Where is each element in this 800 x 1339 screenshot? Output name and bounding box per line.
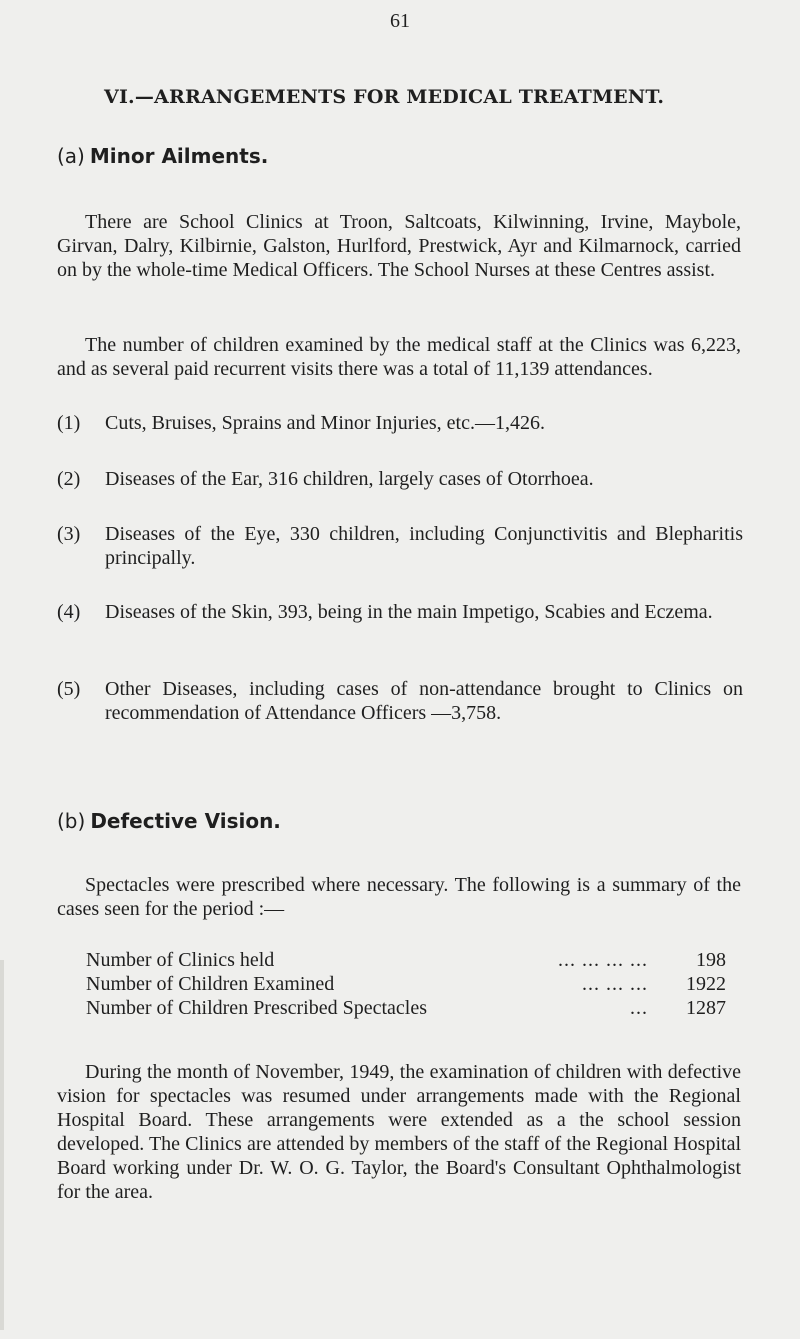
list-item-text: Diseases of the Eye, 330 children, including Conjunctivitis and Blepharitis principally. xyxy=(105,523,743,569)
list-item-text: Cuts, Bruises, Sprains and Minor Injuries, etc.—1,426. xyxy=(105,412,545,434)
summary-row xyxy=(86,948,726,972)
summary-leader: ... ... ... xyxy=(582,973,648,995)
summary-row xyxy=(86,996,726,1020)
paragraph-spectacles: Spectacles were prescribed where necessary. The following is a summary of the cases seen for the period :— xyxy=(57,874,741,920)
list-item-text: Diseases of the Ear, 316 children, largely cases of Otorrhoea. xyxy=(105,468,594,490)
list-item-text: Diseases of the Skin, 393, being in the main Impetigo, Scabies and Eczema. xyxy=(105,601,713,623)
section-heading: VI.—ARRANGEMENTS FOR MEDICAL TREATMENT. xyxy=(104,86,665,108)
subheading-title: Minor Ailments. xyxy=(89,144,269,168)
paragraph-attendances: The number of children examined by the medical staff at the Clinics was 6,223, and as several paid recurrent visits there was a total of 11,139 attendances. xyxy=(57,334,741,380)
list-item xyxy=(57,522,743,570)
list-item-number: (5) xyxy=(57,678,81,700)
summary-row xyxy=(86,972,726,996)
summary-value: 1287 xyxy=(686,997,726,1019)
list-item xyxy=(57,467,743,491)
summary-leader: ... xyxy=(630,997,648,1019)
subheading-defective-vision xyxy=(57,809,281,834)
summary-label: Number of Children Prescribed Spectacles xyxy=(86,997,428,1019)
subheading-label: (a) xyxy=(57,144,85,168)
paragraph-november-examination: During the month of November, 1949, the examination of children with defective vision for spectacles was resumed under arrangements made with the Regional Hospital Board. These arrangements were extended as a the school session developed. The Clinics are attended by members of the staff of the Regional Hospital Board working under Dr. W. O. G. Taylor, the Board's Consultant Ophthalmologist for the area. xyxy=(57,1061,741,1203)
page-edge-shadow xyxy=(0,960,4,1330)
summary-label: Number of Children Examined xyxy=(86,973,335,995)
subheading-label: (b) xyxy=(57,809,86,833)
subheading-title: Defective Vision. xyxy=(90,809,281,833)
subheading-minor-ailments xyxy=(57,144,268,169)
list-item xyxy=(57,411,743,435)
list-item-number: (3) xyxy=(57,523,81,545)
summary-value: 198 xyxy=(696,949,726,971)
summary-label: Number of Clinics held xyxy=(86,949,275,971)
list-item-number: (2) xyxy=(57,468,81,490)
summary-leader: ... ... ... ... xyxy=(558,949,648,971)
summary-value: 1922 xyxy=(686,973,726,995)
list-item xyxy=(57,600,743,624)
paragraph-clinics: There are School Clinics at Troon, Saltcoats, Kilwinning, Irvine, Maybole, Girvan, Dalry, Kilbirnie, Galston, Hurlford, Prestwick, Ayr and Kilmarnock, carried on by the whole-time Medical Officers. The School Nurses at these Centres assist. xyxy=(57,211,741,281)
summary-table xyxy=(86,948,726,1020)
page-number: 61 xyxy=(390,10,410,32)
list-item-number: (1) xyxy=(57,412,81,434)
list-item-number: (4) xyxy=(57,601,81,623)
list-item-text: Other Diseases, including cases of non-attendance brought to Clinics on recommendation of Attendance Officers —3,758. xyxy=(105,678,743,724)
list-item xyxy=(57,677,743,725)
